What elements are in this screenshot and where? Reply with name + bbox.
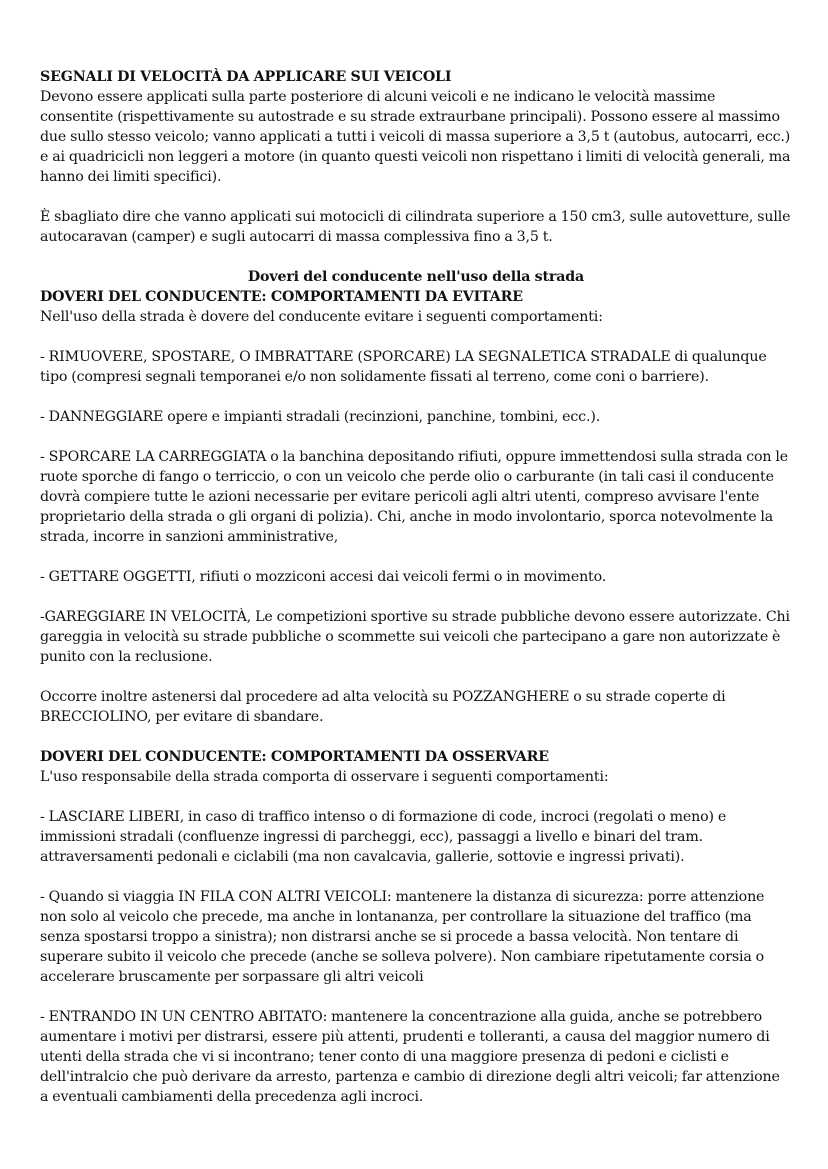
spacer — [40, 987, 792, 1007]
spacer — [40, 787, 792, 807]
observe-item: - ENTRANDO IN UN CENTRO ABITATO: mantenere la concentrazione alla guida, anche se potrebbero aumentare i motivi per distrarsi, essere più attenti, prudenti e tolleranti, a causa del maggior numero di utenti della strada che vi si incontrano; tener conto di una maggiore presenza di pedoni e ciclisti e dell'intralcio che può derivare da arresto, partenza e cambio di direzione degli altri veicoli; far attenzione a eventuali cambiamenti della precedenza agli incroci. — [40, 1009, 780, 1105]
avoid-intro: Nell'uso della strada è dovere del conducente evitare i seguenti comportamenti: — [40, 309, 603, 325]
observe-intro: L'uso responsabile della strada comporta di osservare i seguenti comportamenti: — [40, 769, 609, 785]
spacer — [40, 187, 792, 207]
spacer — [40, 587, 792, 607]
spacer — [40, 387, 792, 407]
speed-signs-note: È sbagliato dire che vanno applicati sui motocicli di cilindrata superiore a 150 cm3, sulle autovetture, sulle autocaravan (camper) e sugli autocarri di massa complessiva fino a 3,5 t. — [40, 209, 791, 245]
avoid-item: - GETTARE OGGETTI, rifiuti o mozziconi accesi dai veicoli fermi o in movimento. — [40, 569, 607, 585]
spacer — [40, 547, 792, 567]
spacer — [40, 727, 792, 747]
avoid-item: - DANNEGGIARE opere e impianti stradali (recinzioni, panchine, tombini, ecc.). — [40, 409, 601, 425]
avoid-heading: DOVERI DEL CONDUCENTE: COMPORTAMENTI DA EVITARE — [40, 289, 523, 305]
speed-signs-paragraph: Devono essere applicati sulla parte posteriore di alcuni veicoli e ne indicano le velocità massime consentite (rispettivamente su autostrade e su strade extraurbane principali). Possono essere al massimo due sullo stesso veicolo; vanno applicati a tutti i veicoli di massa superiore a 3,5 t (autobus, autocarri, ecc.) e ai quadricicli non leggeri a motore (in quanto questi veicoli non rispettano i limiti di velocità generali, ma hanno dei limiti specifici). — [40, 89, 791, 185]
spacer — [40, 867, 792, 887]
speed-signs-heading: SEGNALI DI VELOCITÀ DA APPLICARE SUI VEICOLI — [40, 69, 452, 85]
spacer — [40, 247, 792, 267]
observe-heading: DOVERI DEL CONDUCENTE: COMPORTAMENTI DA OSSERVARE — [40, 749, 549, 765]
avoid-item: Occorre inoltre astenersi dal procedere ad alta velocità su POZZANGHERE o su strade coperte di BRECCIOLINO, per evitare di sbandare. — [40, 689, 726, 725]
avoid-item: -GAREGGIARE IN VELOCITÀ, Le competizioni sportive su strade pubbliche devono essere autorizzate. Chi gareggia in velocità su strade pubbliche o scommette sui veicoli che partecipano a gare non autorizzate è punito con la reclusione. — [40, 609, 790, 665]
duties-heading: Doveri del conducente nell'uso della strada — [247, 269, 585, 285]
observe-item: - LASCIARE LIBERI, in caso di traffico intenso o di formazione di code, incroci (regolati o meno) e immissioni stradali (confluenze ingressi di parcheggi, ecc), passaggi a livello e binari del tram. attraversamenti pedonali e ciclabili (ma non cavalcavia, gallerie, sottovie e ingressi privati). — [40, 809, 727, 865]
spacer — [40, 667, 792, 687]
document-page — [40, 67, 792, 1107]
avoid-item: - RIMUOVERE, SPOSTARE, O IMBRATTARE (SPORCARE) LA SEGNALETICA STRADALE di qualunque tipo (compresi segnali temporanei e/o non solidamente fissati al terreno, come coni o barriere). — [40, 349, 767, 385]
avoid-item: - SPORCARE LA CARREGGIATA o la banchina depositando rifiuti, oppure immettendosi sulla strada con le ruote sporche di fango o terriccio, o con un veicolo che perde olio o carburante (in tali casi il conducente dovrà compiere tutte le azioni necessarie per evitare pericoli agli altri utenti, compreso avvisare l'ente proprietario della strada o gli organi di polizia). Chi, anche in modo involontario, sporca notevolmente la strada, incorre in sanzioni amministrative, — [40, 449, 788, 545]
spacer — [40, 327, 792, 347]
spacer — [40, 427, 792, 447]
observe-item: - Quando si viaggia IN FILA CON ALTRI VEICOLI: mantenere la distanza di sicurezza: porre attenzione non solo al veicolo che precede, ma anche in lontananza, per controllare la situazione del traffico (ma senza spostarsi troppo a sinistra); non distrarsi anche se si procede a bassa velocità. Non tentare di superare subito il veicolo che precede (anche se solleva polvere). Non cambiare ripetutamente corsia o accelerare bruscamente per sorpassare gli altri veicoli — [40, 889, 765, 985]
